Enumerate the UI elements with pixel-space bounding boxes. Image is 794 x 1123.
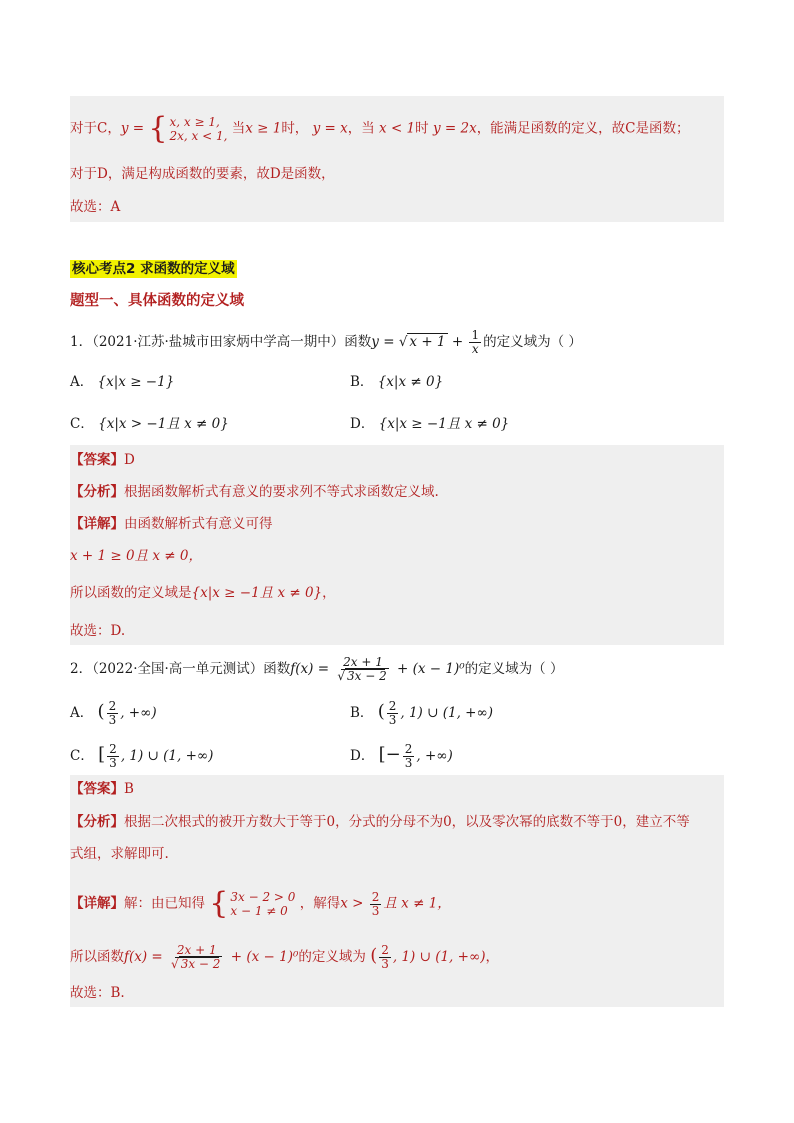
- answer-value: B: [124, 781, 134, 797]
- math: {x|x ≥ −1且 x ≠ 0}: [191, 585, 323, 601]
- denominator: 3: [381, 957, 389, 971]
- math: x < 1: [379, 120, 416, 137]
- option-a[interactable]: [70, 699, 157, 727]
- option-d[interactable]: [350, 414, 509, 434]
- question-1-conclusion: [70, 583, 724, 603]
- option-d[interactable]: [350, 743, 453, 770]
- core-point-title: 核心考点2 求函数的定义域: [72, 261, 235, 277]
- section-heading: [70, 259, 724, 279]
- question-2-stem: [70, 656, 724, 683]
- math: + (x − 1)⁰: [397, 661, 465, 677]
- denominator: 3: [108, 713, 117, 727]
- previous-answer: 故选：A: [70, 199, 121, 215]
- option-text: , 1) ∪ (1, +∞): [400, 705, 493, 721]
- numerator: 1: [471, 328, 480, 342]
- option-text: {x|x ≥ −1且 x ≠ 0}: [378, 416, 510, 432]
- option-text: {x|x ≥ −1}: [97, 374, 175, 390]
- inequality-2: x − 1 ≠ 0: [230, 904, 288, 918]
- question-type-heading: 题型一、具体函数的定义域: [70, 293, 244, 309]
- option-c[interactable]: [70, 416, 229, 432]
- option-b[interactable]: [350, 372, 443, 392]
- text: 1．（2021·江苏·盐城市田家炳中学高一期中）函数: [70, 334, 372, 350]
- inequality-system: { 3x − 2 > 0 x − 1 ≠ 0: [209, 886, 296, 921]
- math: y =: [371, 334, 395, 350]
- piecewise-function: { x, x ≥ 1, 2x, x < 1,: [148, 111, 228, 146]
- option-label: A．: [70, 705, 94, 721]
- fraction: [107, 743, 119, 770]
- option-label: B．: [350, 374, 374, 390]
- option-b[interactable]: [350, 700, 493, 727]
- numerator: 2: [108, 699, 117, 713]
- denominator: x: [471, 342, 479, 356]
- text: 当: [231, 120, 246, 137]
- option-d-analysis: 对于D，满足构成函数的要素，故D是函数，: [70, 166, 335, 182]
- case-2: 2x, x < 1,: [169, 129, 228, 143]
- option-label: C．: [70, 748, 94, 764]
- numerator: 2x + 1: [176, 943, 217, 957]
- text: 的定义域为: [298, 949, 366, 965]
- question-1-analysis: [70, 482, 724, 502]
- question-1-options-row-2: [70, 414, 724, 434]
- denominator: 3: [109, 756, 117, 770]
- option-text: {x|x > −1且 x ≠ 0}: [98, 416, 229, 432]
- fraction: [387, 700, 399, 727]
- math: x >: [340, 895, 364, 912]
- numerator: 2x + 1: [343, 655, 383, 669]
- fraction: [370, 891, 382, 918]
- analysis-text: 根据函数解析式有意义的要求列不等式求函数定义域.: [124, 484, 439, 500]
- bracket: [: [98, 744, 106, 765]
- option-label: D．: [350, 748, 375, 764]
- question-2-choose: 故选：B.: [70, 985, 125, 1001]
- denominator: 3x − 2: [180, 957, 221, 971]
- math: y =: [120, 120, 145, 137]
- question-1-answer: [70, 450, 724, 470]
- math: , 1) ∪ (1, +∞): [392, 949, 486, 965]
- math: y = x: [312, 120, 348, 137]
- question-2-detail: [70, 886, 724, 921]
- numerator: 2: [381, 943, 389, 957]
- text: 且 x ≠ 1，: [383, 895, 451, 912]
- analysis-text: 根据二次根式的被开方数大于等于0，分式的分母不为0，以及零次幂的底数不等于0，建立不等: [124, 814, 690, 830]
- denominator: 3: [388, 713, 397, 727]
- numerator: 2: [371, 889, 380, 904]
- question-2-analysis: [70, 812, 724, 832]
- math: f(x) =: [290, 661, 330, 677]
- text: 的定义域为（ ）: [483, 334, 582, 350]
- fraction: [403, 743, 415, 770]
- denominator: 3: [404, 756, 413, 770]
- option-c[interactable]: [70, 742, 214, 770]
- numerator: 2: [404, 742, 413, 756]
- sqrt-expression: √ x + 1: [398, 334, 446, 350]
- detail-text: 解：由已知得: [124, 895, 205, 912]
- text: ，: [485, 949, 499, 965]
- option-label: A．: [70, 374, 94, 390]
- fraction: $\frac{2x + 1}{√ 3x - 2}$: [337, 655, 387, 683]
- text: 2．（2022·全国·高一单元测试）函数: [70, 661, 291, 677]
- question-2-analysis-cont: 式组，求解即可.: [70, 846, 169, 862]
- option-text: , +∞): [416, 748, 453, 764]
- question-2-options-row-2: [70, 743, 724, 770]
- bracket: (: [370, 945, 378, 966]
- option-text: , 1) ∪ (1, +∞): [120, 748, 214, 764]
- text: 时，: [281, 120, 309, 137]
- detail-tag: 【详解】: [70, 516, 124, 532]
- bracket: (: [377, 701, 385, 722]
- numerator: 2: [388, 699, 397, 713]
- question-1-solution-block: [70, 445, 724, 645]
- answer-value: D: [124, 452, 135, 468]
- text: ，当: [347, 120, 375, 137]
- bracket: (: [97, 701, 105, 722]
- option-label: D．: [350, 416, 375, 432]
- option-label: C．: [70, 416, 94, 432]
- fraction: $\frac{2x + 1}{√ 3x - 2}$: [171, 943, 221, 971]
- question-1-choose: 故选：D.: [70, 623, 126, 639]
- analysis-tag: 【分析】: [70, 814, 124, 830]
- question-1-detail: [70, 514, 724, 534]
- text: 对于C，: [70, 120, 121, 137]
- text: ，解得: [299, 895, 341, 912]
- option-label: B．: [350, 705, 374, 721]
- text: 的定义域为（ ）: [464, 661, 564, 677]
- math: + (x − 1)⁰: [230, 949, 299, 965]
- question-1-condition: x + 1 ≥ 0且 x ≠ 0，: [70, 548, 202, 564]
- detail-text: 由函数解析式有意义可得: [124, 516, 273, 532]
- fraction: [107, 700, 119, 727]
- question-2-answer: [70, 779, 724, 799]
- denominator: 3x − 2: [346, 669, 387, 683]
- case-1: x, x ≥ 1,: [169, 115, 220, 129]
- radicand: x + 1: [409, 334, 446, 350]
- option-text: , +∞): [120, 705, 157, 721]
- fraction: [379, 944, 391, 971]
- option-c-analysis: [70, 111, 724, 146]
- text: 时: [415, 120, 429, 137]
- numerator: 2: [109, 742, 117, 756]
- answer-tag: 【答案】: [70, 781, 124, 797]
- answer-tag: 【答案】: [70, 452, 124, 468]
- fraction: [469, 329, 481, 356]
- question-2-conclusion: [70, 944, 724, 971]
- math: x ≥ 1: [245, 120, 282, 137]
- math: +: [451, 334, 464, 350]
- text: 所以函数: [70, 949, 124, 965]
- text: ，能满足函数的定义，故C是函数；: [476, 120, 690, 137]
- inequality-1: 3x − 2 > 0: [230, 890, 296, 904]
- question-1-stem: [70, 329, 724, 356]
- option-a[interactable]: [70, 374, 174, 390]
- text: 所以函数的定义域是: [70, 585, 192, 601]
- bracket: [−: [378, 744, 401, 765]
- option-text: {x|x ≠ 0}: [377, 374, 444, 390]
- question-2-options-row-1: [70, 700, 724, 727]
- detail-tag: 【详解】: [70, 895, 124, 912]
- question-1-options-row-1: [70, 372, 724, 392]
- text: ，: [322, 585, 336, 601]
- math: y = 2x: [432, 120, 477, 137]
- analysis-tag: 【分析】: [70, 484, 124, 500]
- denominator: 3: [371, 903, 380, 918]
- math: f(x) =: [124, 949, 163, 965]
